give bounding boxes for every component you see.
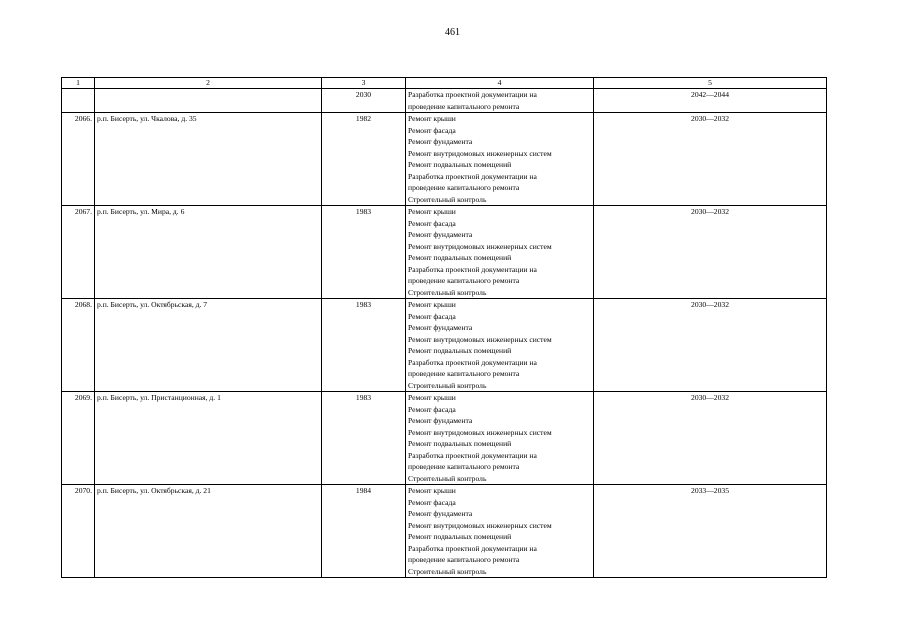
work-item: Ремонт фундамента: [408, 323, 473, 332]
row-number: 2069.: [62, 392, 95, 485]
row-period: 2030—2032: [594, 206, 827, 299]
table-row: [62, 392, 827, 485]
column-header-2: 2: [95, 78, 322, 89]
work-item: Разработка проектной документации на: [408, 543, 537, 553]
row-works: [406, 485, 594, 578]
column-header-3: 3: [322, 78, 406, 89]
work-item: Строительный контроль: [408, 194, 487, 204]
column-header-1: 1: [62, 78, 95, 89]
work-item: Строительный контроль: [408, 473, 487, 483]
work-item: Ремонт фасада: [408, 404, 456, 414]
row-period: 2042—2044: [594, 89, 827, 113]
row-period: 2030—2032: [594, 392, 827, 485]
work-item: Строительный контроль: [408, 287, 487, 297]
row-period: 2033—2035: [594, 485, 827, 578]
work-item: Ремонт крыши: [408, 114, 456, 123]
row-works: [406, 299, 594, 392]
work-item: Ремонт фундамента: [408, 509, 473, 518]
work-item: Ремонт внутридомовых инженерных систем: [408, 148, 552, 158]
table-body: [62, 89, 827, 578]
row-address: [95, 89, 322, 113]
work-item: Ремонт фасада: [408, 218, 456, 228]
work-item: Ремонт крыши: [408, 486, 456, 495]
work-item: проведение капитального ремонта: [408, 101, 520, 111]
work-item: Ремонт крыши: [408, 300, 456, 309]
table-row: [62, 485, 827, 578]
row-year: 1982: [322, 113, 406, 206]
row-address: р.п. Бисерть, ул. Пристанционная, д. 1: [95, 392, 322, 485]
row-works: [406, 89, 594, 113]
row-year: 2030: [322, 89, 406, 113]
work-item: Ремонт подвальных помещений: [408, 160, 512, 169]
work-item: Ремонт подвальных помещений: [408, 439, 512, 448]
row-number: 2070.: [62, 485, 95, 578]
work-item: Разработка проектной документации на: [408, 90, 537, 99]
capital-repair-table: [61, 77, 827, 578]
row-number: 2067.: [62, 206, 95, 299]
row-address: р.п. Бисерть, ул. Чкалова, д. 35: [95, 113, 322, 206]
row-address: р.п. Бисерть, ул. Мира, д. 6: [95, 206, 322, 299]
work-item: Ремонт фасада: [408, 125, 456, 135]
work-item: Ремонт подвальных помещений: [408, 532, 512, 541]
work-item: Строительный контроль: [408, 566, 487, 576]
work-item: Разработка проектной документации на: [408, 450, 537, 460]
row-address: р.п. Бисерть, ул. Октябрьская, д. 7: [95, 299, 322, 392]
work-item: Ремонт фундамента: [408, 137, 473, 146]
row-works: [406, 113, 594, 206]
work-item: Ремонт внутридомовых инженерных систем: [408, 241, 552, 251]
table-row: [62, 206, 827, 299]
page-number: 461: [445, 27, 460, 38]
work-item: Ремонт крыши: [408, 393, 456, 402]
table-row: [62, 299, 827, 392]
work-item: Ремонт внутридомовых инженерных систем: [408, 334, 552, 344]
work-item: проведение капитального ремонта: [408, 369, 520, 378]
work-item: проведение капитального ремонта: [408, 183, 520, 192]
row-number: 2068.: [62, 299, 95, 392]
work-item: проведение капитального ремонта: [408, 276, 520, 285]
row-year: 1983: [322, 299, 406, 392]
work-item: Ремонт фасада: [408, 497, 456, 507]
row-period: 2030—2032: [594, 113, 827, 206]
work-item: Ремонт внутридомовых инженерных систем: [408, 427, 552, 437]
work-item: Разработка проектной документации на: [408, 264, 537, 274]
row-year: 1983: [322, 392, 406, 485]
row-year: 1983: [322, 206, 406, 299]
row-period: 2030—2032: [594, 299, 827, 392]
row-number: 2066.: [62, 113, 95, 206]
header-row: [62, 78, 827, 89]
row-works: [406, 206, 594, 299]
row-year: 1984: [322, 485, 406, 578]
work-item: проведение капитального ремонта: [408, 555, 520, 564]
work-item: проведение капитального ремонта: [408, 462, 520, 471]
work-item: Ремонт крыши: [408, 207, 456, 216]
column-header-4: 4: [406, 78, 594, 89]
row-number: [62, 89, 95, 113]
work-item: Разработка проектной документации на: [408, 357, 537, 367]
work-item: Ремонт фундамента: [408, 416, 473, 425]
column-header-5: 5: [594, 78, 827, 89]
work-item: Строительный контроль: [408, 380, 487, 390]
row-works: [406, 392, 594, 485]
table-row: [62, 113, 827, 206]
work-item: Ремонт подвальных помещений: [408, 346, 512, 355]
work-item: Ремонт фундамента: [408, 230, 473, 239]
row-address: р.п. Бисерть, ул. Октябрьская, д. 21: [95, 485, 322, 578]
work-item: Ремонт фасада: [408, 311, 456, 321]
table-row: [62, 89, 827, 113]
work-item: Ремонт подвальных помещений: [408, 253, 512, 262]
work-item: Разработка проектной документации на: [408, 171, 537, 181]
work-item: Ремонт внутридомовых инженерных систем: [408, 520, 552, 530]
